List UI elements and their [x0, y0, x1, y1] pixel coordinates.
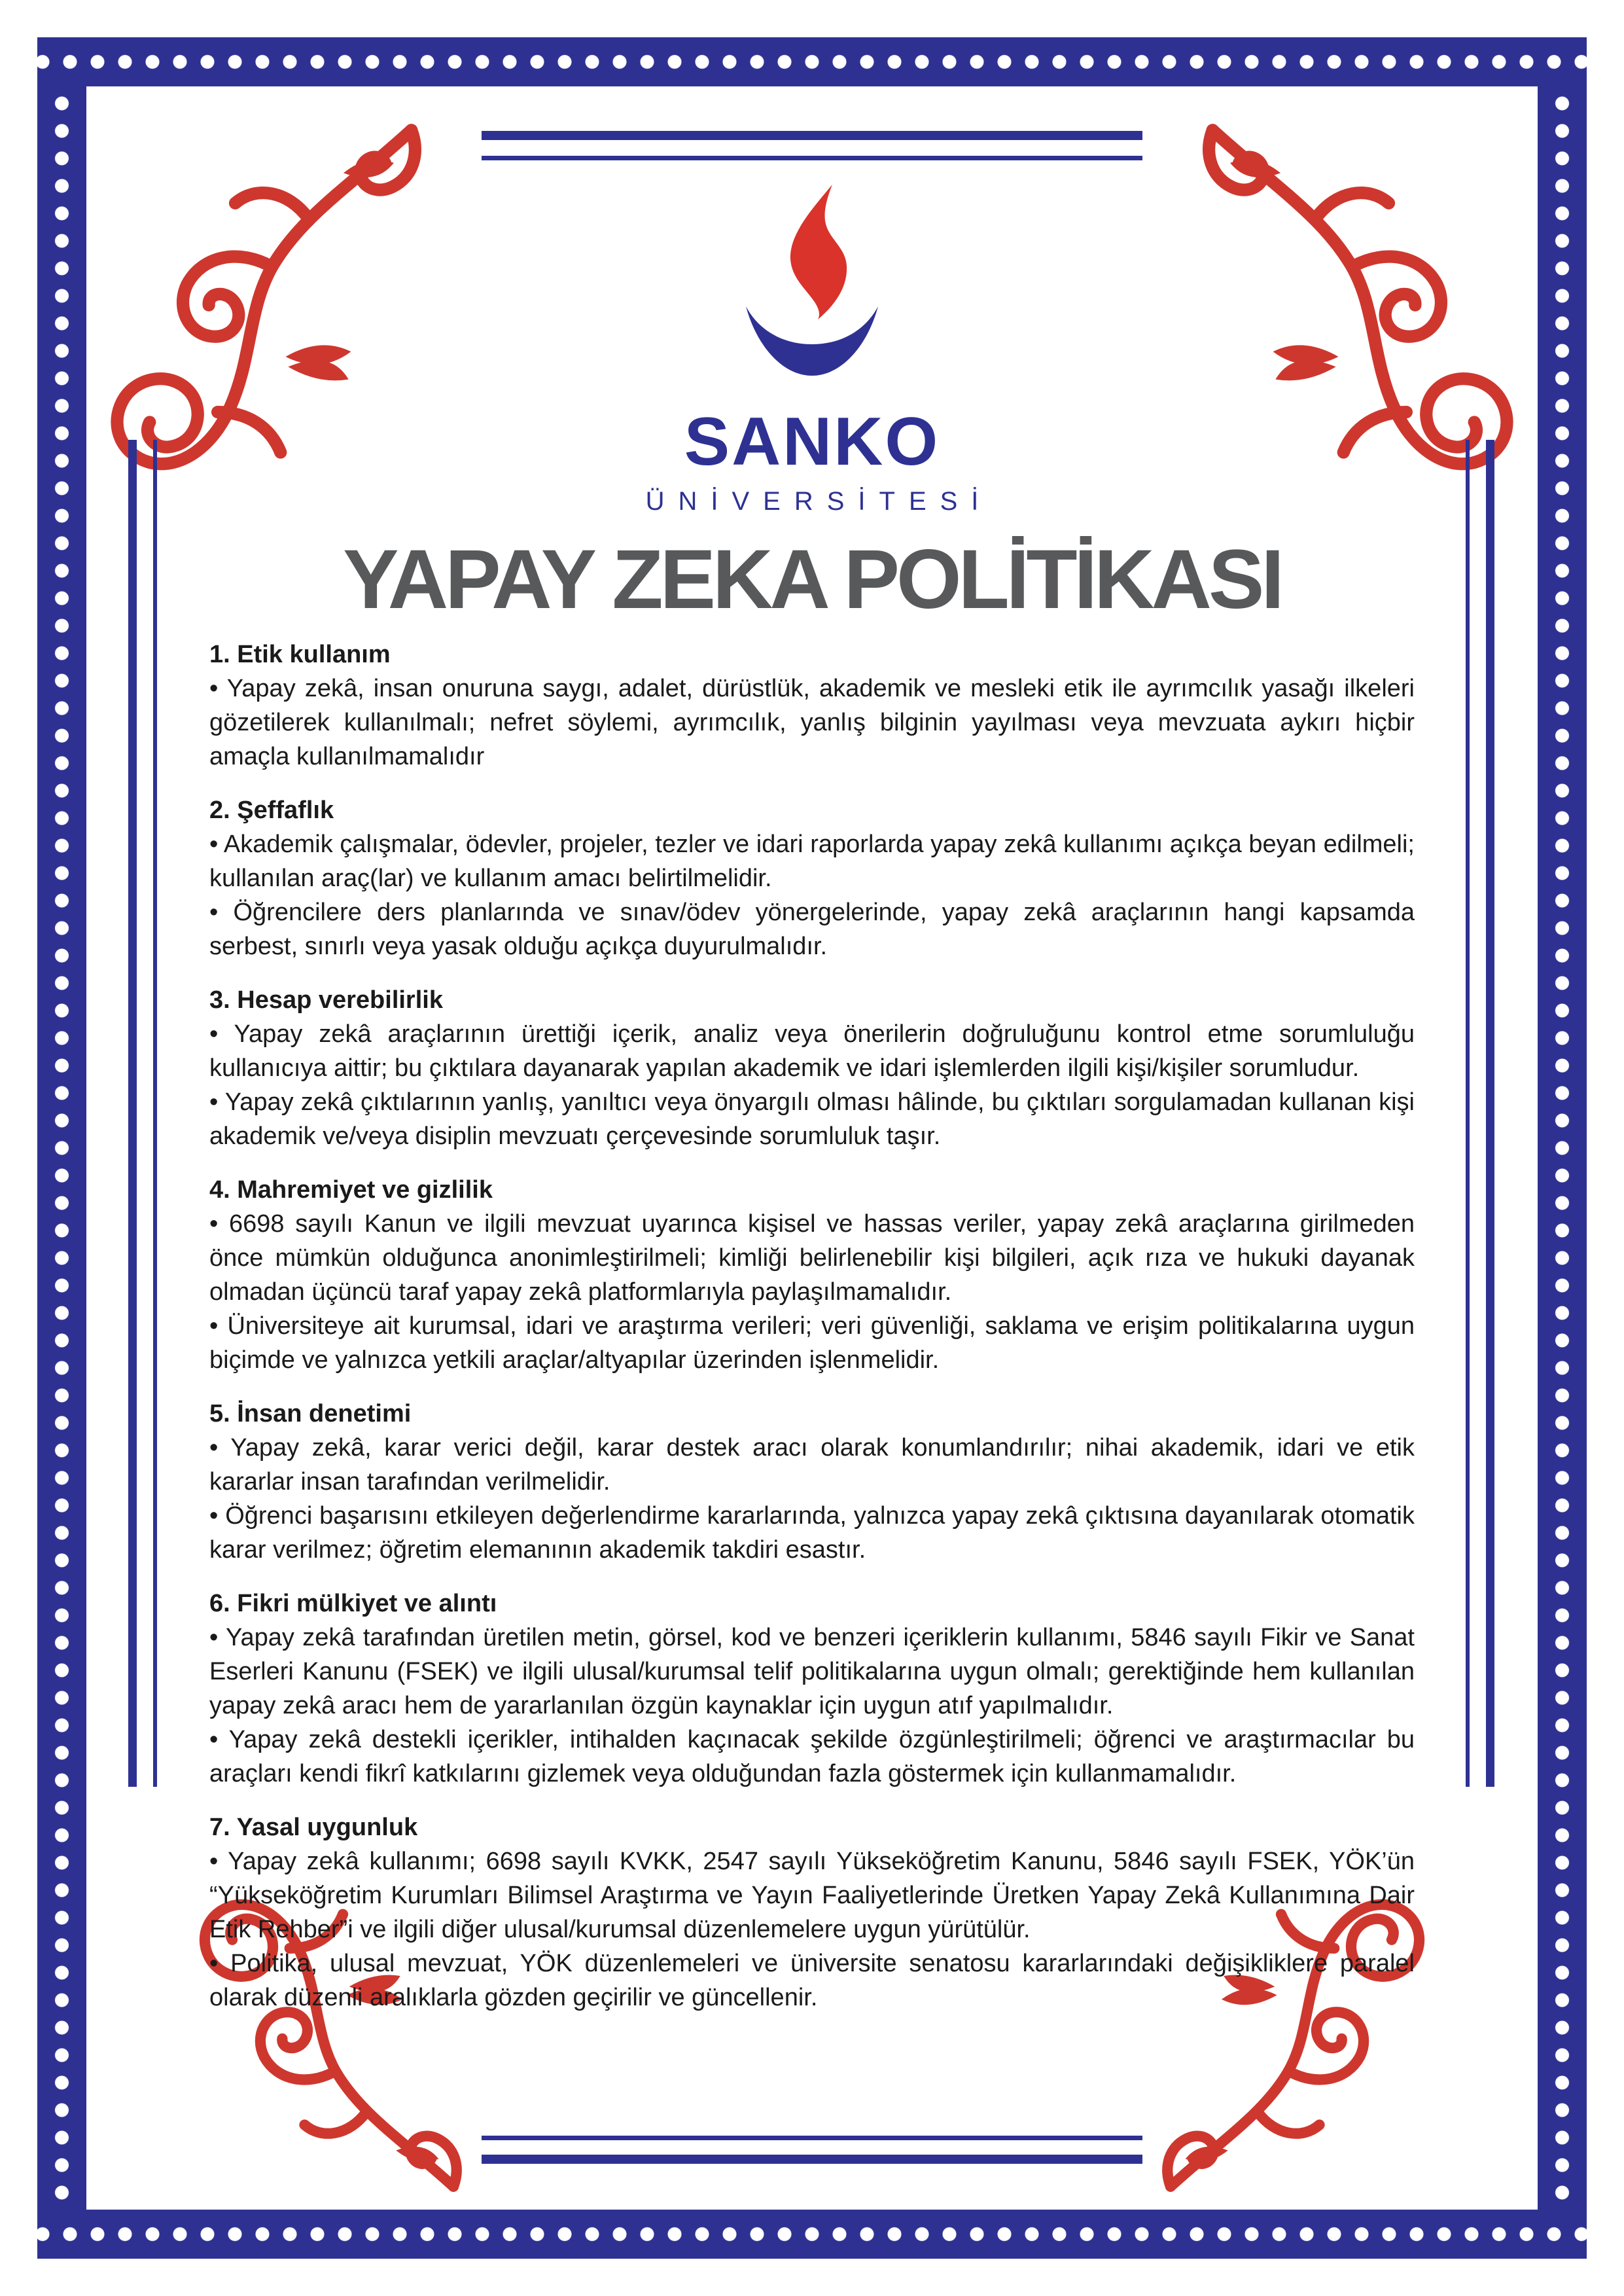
policy-bullet: • Öğrenci başarısını etkileyen değerlendirme kararlarında, yalnızca yapay zekâ çıktısına dayanılarak otomatik karar verilmez; öğretim elemanının akademik takdiri esastır. — [209, 1502, 1415, 1564]
policy-section — [209, 1397, 1415, 1567]
side-rule-left — [153, 440, 157, 1787]
section-heading: 5. İnsan denetimi — [209, 1400, 412, 1427]
policy-sections — [209, 637, 1415, 2015]
rule-line — [482, 2136, 1142, 2140]
decorative-double-line-bottom — [482, 2136, 1142, 2164]
policy-section — [209, 983, 1415, 1153]
rule-line — [482, 2155, 1142, 2164]
policy-bullet: • Yapay zekâ kullanımı; 6698 sayılı KVKK, 2547 sayılı Yükseköğretim Kanunu, 5846 sayılı FSEK, YÖK’ün “Yükseköğretim Kurumları Bilimsel Araştırma ve Yayın Faaliyetlerinde Üretken Yapay Zekâ Kullanımına Dair Etik Rehber”i ve ilgili diğer ulusal/kurumsal düzenlemelere uygun yürütülür. — [209, 1848, 1415, 1943]
policy-section — [209, 1587, 1415, 1791]
policy-bullet: • Akademik çalışmalar, ödevler, projeler, tezler ve idari raporlarda yapay zekâ kullanımı açıkça beyan edilmeli; kullanılan araç(lar) ve kullanım amacı belirtilmelidir. — [209, 831, 1415, 892]
policy-section — [209, 1173, 1415, 1377]
section-heading: 3. Hesap verebilirlik — [209, 986, 443, 1014]
section-heading: 4. Mahremiyet ve gizlilik — [209, 1176, 493, 1204]
policy-bullet: • Yapay zekâ, karar verici değil, karar destek aracı olarak konumlandırılır; nihai akademik, idari ve etik kararlar insan tarafından verilmelidir. — [209, 1434, 1415, 1496]
flame-icon — [781, 185, 855, 319]
rule-line — [482, 131, 1142, 140]
section-heading: 1. Etik kullanım — [209, 641, 391, 668]
policy-bullet: • Yapay zekâ, insan onuruna saygı, adalet, dürüstlük, akademik ve mesleki etik ile ayrımcılık yasağı ilkeleri gözetilerek kullanılmalı; nefret söylemi, ayrımcılık, yanlış bilginin yayılması veya mevzuata aykırı hiçbir amaçla kullanılmamalıdır — [209, 675, 1415, 770]
policy-bullet: • Yapay zekâ araçlarının ürettiği içerik, analiz veya önerilerin doğruluğunu kontrol etme sorumluluğu kullanıcıya aittir; bu çıktılara dayanarak yapılan akademik ve idari işlemlerden ilgili kişi/kişiler sorumludur. — [209, 1020, 1415, 1082]
policy-bullet: • 6698 sayılı Kanun ve ilgili mevzuat uyarınca kişisel ve hassas veriler, yapay zekâ araçlarına girilmeden önce mümkün olduğunca anonimleştirilmeli; kimliği belirlenebilir kişi bilgileri, açık rıza ve hukuki dayanak olmadan üçüncü taraf yapay zekâ platformlarıyla paylaşılmamalıdır. — [209, 1210, 1415, 1306]
policy-bullet: • Yapay zekâ destekli içerikler, intihalden kaçınacak şekilde özgünleştirilmeli; öğrenci ve araştırmacılar bu araçları kendi fikrî katkılarını gizlemek veya olduğundan fazla göstermek için kullanmamalıdır. — [209, 1726, 1415, 1787]
logo-brand-text: SANKO — [684, 404, 940, 480]
logo-subtitle-text: ÜNİVERSİTESİ — [645, 487, 993, 516]
crescent-icon — [742, 301, 882, 380]
policy-bullet: • Yapay zekâ çıktılarının yanlış, yanıltıcı veya önyargılı olması hâlinde, bu çıktıları sorgulamadan kullanan kişi akademik ve/veya disiplin mevzuatı çerçevesinde sorumluluk taşır. — [209, 1088, 1415, 1150]
side-rule-left — [128, 440, 137, 1787]
border-dots-top — [37, 37, 1587, 86]
side-rule-right — [1466, 440, 1470, 1787]
section-heading: 2. Şeffaflık — [209, 797, 334, 824]
policy-bullet: • Öğrencilere ders planlarında ve sınav/ödev yönergelerinde, yapay zekâ araçlarının hangi kapsamda serbest, sınırlı veya yasak olduğu açıkça duyurulmalıdır. — [209, 899, 1415, 960]
decorative-double-line-top — [482, 131, 1142, 160]
policy-bullet: • Yapay zekâ tarafından üretilen metin, görsel, kod ve benzeri içeriklerin kullanımı, 5846 sayılı Fikir ve Sanat Eserleri Kanunu (FSEK) ve ilgili ulusal/kurumsal telif politikalarına uygun olmalı; gerektiğinde hem kullanılan yapay zekâ aracı hem de yararlanılan özgün kaynaklar için uygun atıf yapılmalıdır. — [209, 1624, 1415, 1719]
policy-section — [209, 1810, 1415, 2015]
policy-bullet: • Üniversiteye ait kurumsal, idari ve araştırma verileri; veri güvenliği, saklama ve erişim politikalarına uygun biçimde ve yalnızca yetkili araçlar/altyapılar üzerinden işlenmelidir. — [209, 1312, 1415, 1374]
page-title: YAPAY ZEKA POLİTİKASI — [343, 533, 1281, 626]
policy-bullet: • Politika, ulusal mevzuat, YÖK düzenlemeleri ve üniversite senatosu kararlarındaki değişikliklere paralel olarak düzenli aralıklarla gözden geçirilir ve güncellenir. — [209, 1950, 1415, 2011]
policy-section — [209, 637, 1415, 774]
section-heading: 6. Fikri mülkiyet ve alıntı — [209, 1590, 497, 1617]
section-heading: 7. Yasal uygunluk — [209, 1814, 418, 1841]
border-dots-bottom — [37, 2210, 1587, 2259]
policy-section — [209, 793, 1415, 963]
side-rule-right — [1486, 440, 1494, 1787]
rule-line — [482, 156, 1142, 160]
